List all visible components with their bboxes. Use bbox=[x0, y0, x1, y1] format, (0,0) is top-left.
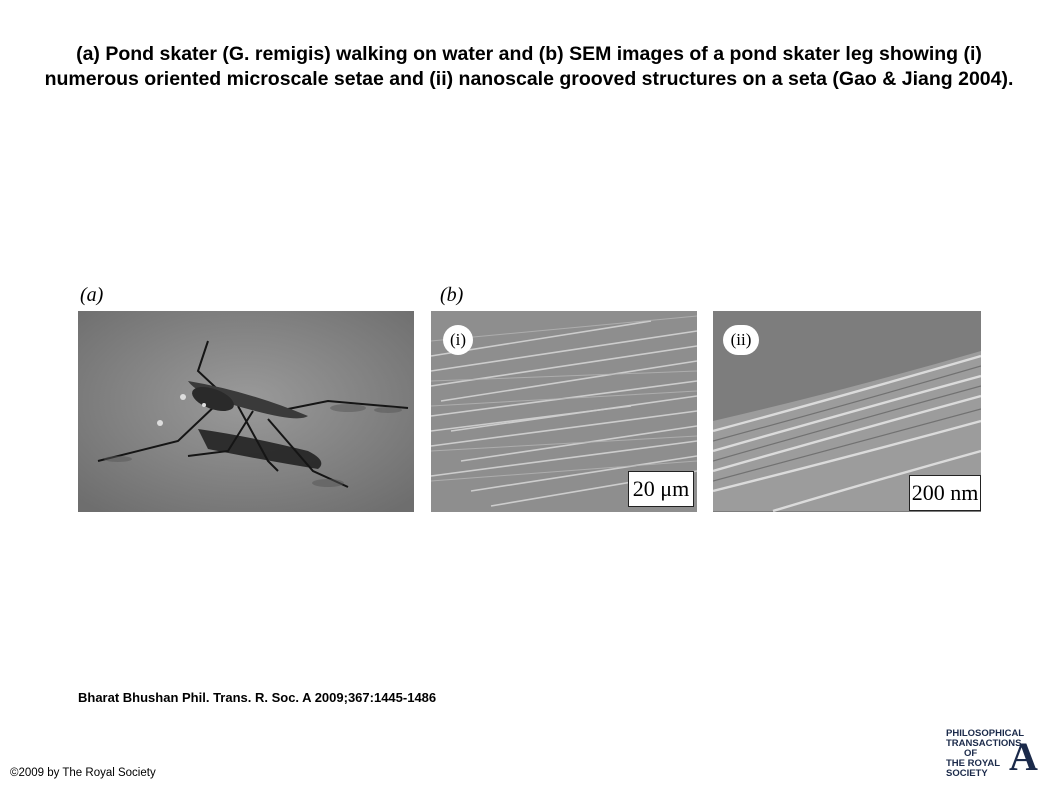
citation: Bharat Bhushan Phil. Trans. R. Soc. A 2009;367:1445-1486 bbox=[78, 690, 437, 705]
panel-a-label: (a) bbox=[80, 284, 104, 306]
panel-b-label: (b) bbox=[440, 284, 464, 306]
pond-skater-photo bbox=[78, 311, 414, 512]
slide-title: (a) Pond skater (G. remigis) walking on water and (b) SEM images of a pond skater leg showing (i) numerous oriented microscale setae and (ii) nanoscale grooved structures on a seta (Gao & Jiang 2004). bbox=[44, 43, 1014, 90]
royal-society-logo bbox=[946, 728, 1038, 779]
logo-line3: OF bbox=[964, 748, 978, 759]
logo-line2: TRANSACTIONS bbox=[946, 738, 1022, 749]
logo-line4: THE ROYAL bbox=[946, 758, 1001, 769]
logo-letter: A bbox=[1009, 734, 1038, 779]
copyright: ©2009 by The Royal Society bbox=[10, 767, 156, 779]
sub-panel-i-label: (i) bbox=[443, 325, 473, 355]
sem-setae-image bbox=[431, 311, 697, 512]
logo-line1: PHILOSOPHICAL bbox=[946, 728, 1025, 739]
logo-line5: SOCIETY bbox=[946, 768, 988, 779]
sub-panel-ii-label: (ii) bbox=[723, 325, 759, 355]
scale-bar-20um: 20 μm bbox=[628, 471, 694, 507]
sem-nanogrooves-image bbox=[713, 311, 981, 512]
scale-bar-200nm: 200 nm bbox=[909, 475, 981, 511]
